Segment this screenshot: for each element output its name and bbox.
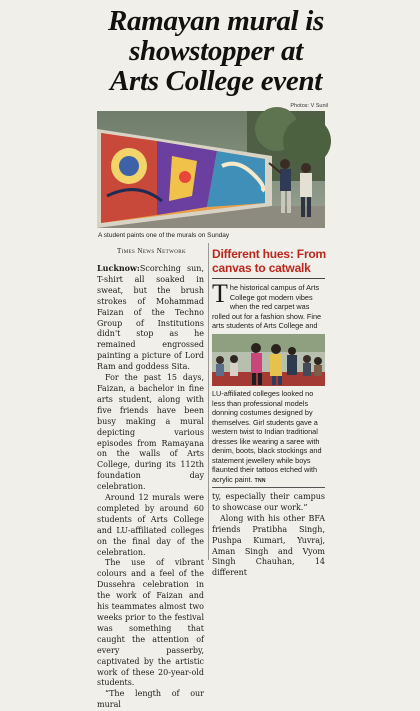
story-paragraph: Lucknow:Scorching sun, T-shirt all soaked in sweat, but the brush strokes of Mohammad Faizan of the Techno Group of Institutions didn't stop as he remained engrossed painting a picture of Lord Ram and goddess Sita. [97, 263, 204, 372]
story-paragraph: “The length of our mural [97, 689, 204, 710]
photo-caption: A student paints one of the murals on Sunday [98, 232, 230, 239]
story-paragraph: Along with his other BFA friends Pratibha Singh, Pushpa Kumari, Yuvraj, Aman Singh and Vyom Singh Chauhan, 14 different [212, 513, 325, 578]
dateline: Lucknow: [97, 263, 140, 273]
drop-cap: T [212, 279, 228, 308]
story-column [97, 263, 204, 711]
column-divider [208, 243, 209, 560]
sidebar-rule [212, 278, 325, 279]
sidebar-intro: The historical campus of Arts College got modern vibes when the red carpet was rolled out for a fashion show. Fine arts students of Arts College and [212, 279, 322, 331]
photo-credit: Photos: V Sunil [290, 103, 328, 109]
headline [96, 6, 336, 96]
headline-line-3: Arts College event [109, 65, 323, 97]
agency-credit: TNN [254, 477, 266, 484]
byline: Times News Network [117, 247, 186, 255]
headline-line-1: Ramayan mural is [108, 5, 324, 37]
mural-photo [97, 111, 325, 228]
sidebar-bottom-rule [212, 487, 325, 488]
headline-line-2: showstopper at [129, 35, 303, 67]
story-paragraph: For the past 15 days, Faizan, a bachelor in fine arts student, along with five friends have been busy making a mural depicting various episodes from Ramayana on the walls of Arts College, during its 112th foundation day celebration. [97, 373, 204, 492]
story-continuation [212, 492, 325, 579]
sidebar-body: LU-affiliated colleges looked no less than professional models donning costumes designed by themselves. Girl students gave a western twist to Indian traditional dresses like wearing a saree with denim, boots, black stockings and statement jewellery while boys flaunted their tattoos etched with acrylic paint. TNN [212, 389, 322, 484]
story-paragraph: ty, especially their campus to showcase our work.” [212, 492, 325, 512]
fashion-show-photo [212, 334, 325, 386]
sidebar-title: Different hues: From canvas to catwalk [212, 247, 327, 275]
story-paragraph: Around 12 murals were completed by around 60 students of Arts College and LU-affiliated colleges on the final day of the celebration. [97, 493, 204, 557]
story-paragraph: The use of vibrant colours and a feel of the Dussehra celebration in the work of Faizan and his teammates almost two weeks prior to the festival was something that caught the attention of every passerby, captivated by the artistic work of these 20-year-old students. [97, 558, 204, 688]
